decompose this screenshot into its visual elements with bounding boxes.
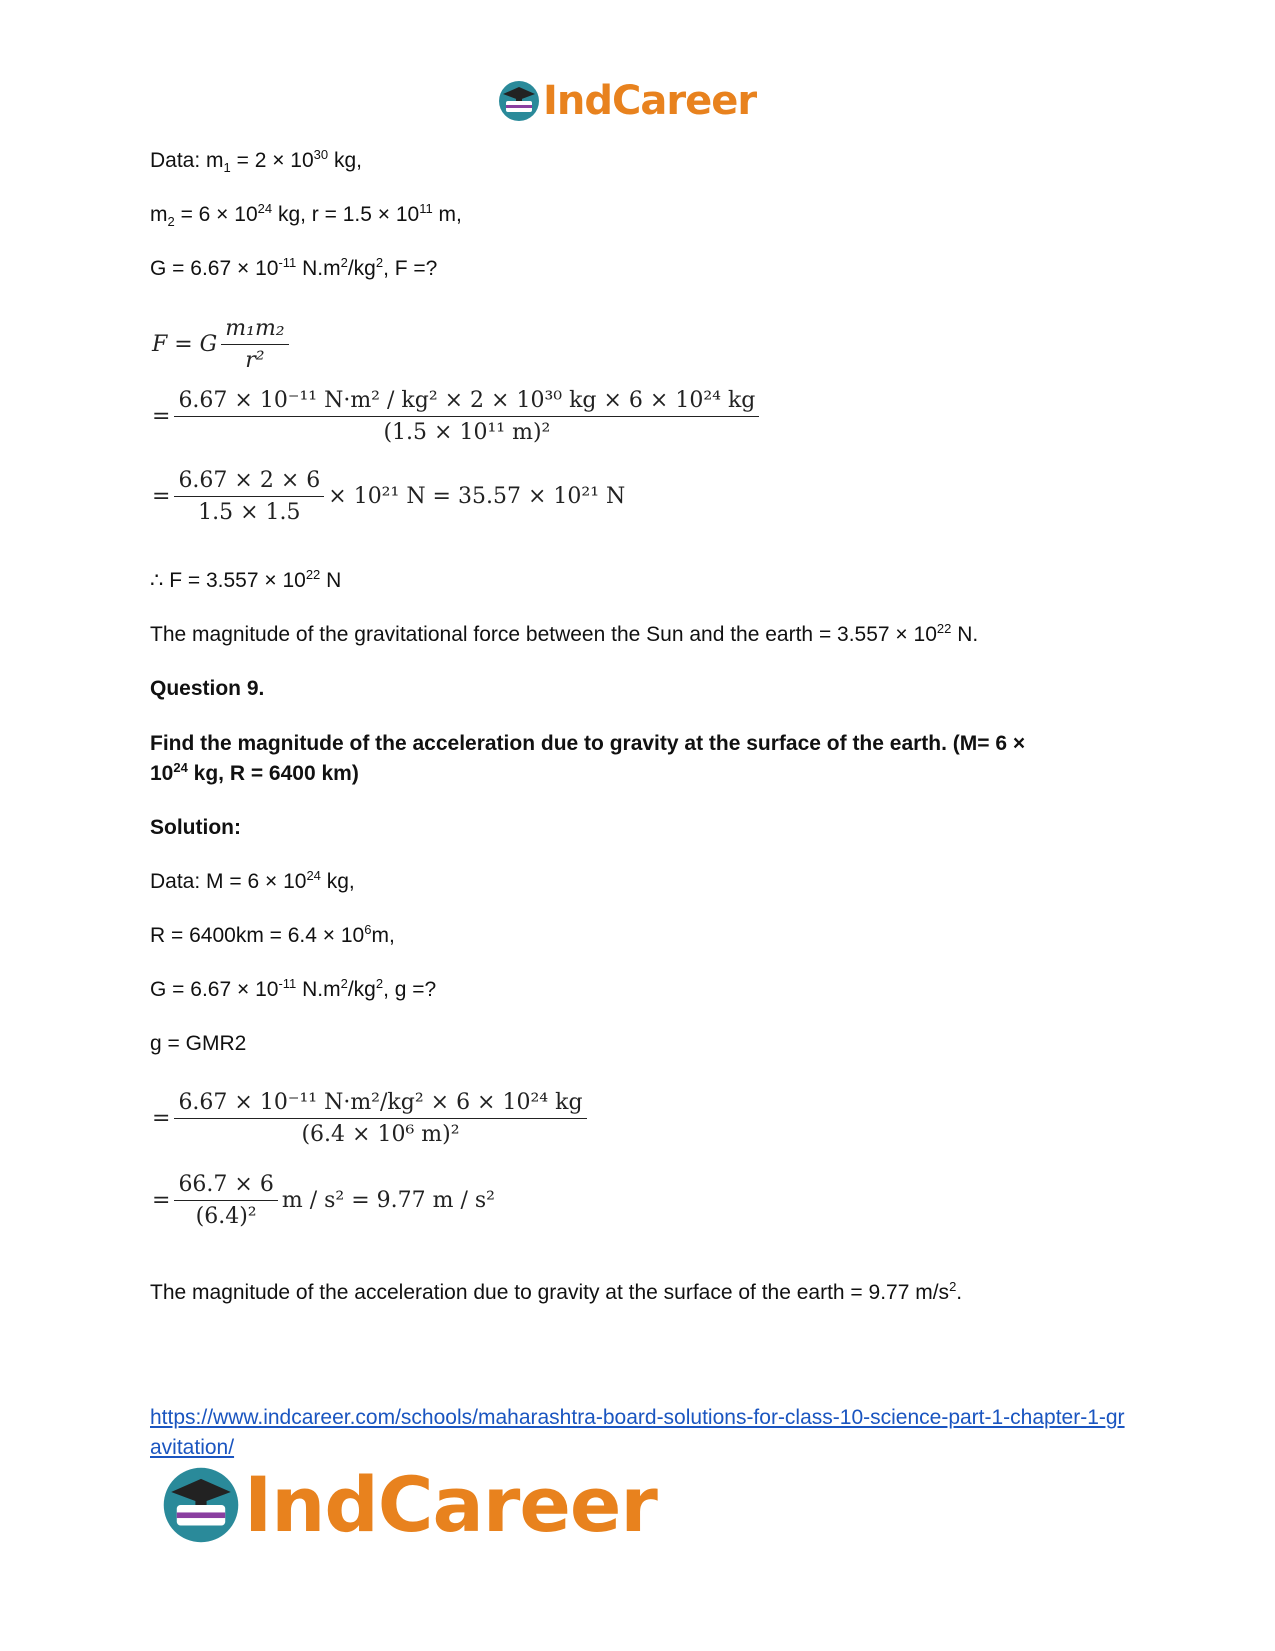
equation-newton-law: F = G $\frac{\text{m₁m₂}}{\text{r²}}$ [152, 316, 293, 373]
g-formula-line: g = GMR2 [150, 1032, 247, 1055]
source-link[interactable]: https://www.indcareer.com/schools/maharashtra-board-solutions-for-class-10-science-part-1-chapter-1-gravitation/ [150, 1406, 1125, 1459]
data-line-6: $G = 6.67 \times 10^{-11}$ $N.m^2/kg^2$, g =? [150, 976, 437, 1001]
header-logo [497, 78, 756, 124]
data-line-2: $m_2 = 6 \times 10^{24}$ kg, $r = 1.5 \times 10^{11}$ m, [150, 201, 462, 230]
equation-g-substitution: = $\frac{\text{6.67 × 10⁻¹¹ N·m²/kg² × 6 × 10²⁴ kg}}{\text{(6.4 × 10⁶ m)²}}$ [152, 1090, 591, 1147]
equation-simplified: = $\frac{6.67 \times 2 \times 6}{1.5 \times 1.5}$ × 10²¹ N = 35.57 × 10²¹ N [152, 468, 626, 525]
answer-line-1: The magnitude of the gravitational force between the Sun and the earth = $3.557 \times 10^{22}$ N. [150, 621, 979, 646]
brand-name: IndCareer [543, 78, 757, 124]
equation-substitution: = $\frac{\text{6.67 × 10⁻¹¹ N·m² / kg² × 2 × 10³⁰ kg × 6 × 10²⁴ kg}}{\text{(1.5 × 10¹¹ m)²}}$ [152, 388, 763, 445]
question-text-1: Find the magnitude of the acceleration due to gravity at the surface of the earth. (M= 6 × [150, 732, 1026, 755]
solution-heading: Solution: [150, 816, 241, 839]
data-line-3: $G = 6.67 \times 10^{-11}$ $N.m^2/kg^2$, F =? [150, 255, 438, 280]
graduation-book-icon [160, 1464, 242, 1546]
question-text-2: $10^{24}$ kg, R = 6400 km) [150, 760, 359, 785]
therefore-line: ∴ $F = 3.557 \times 10^{22}$ N [150, 567, 342, 592]
question-heading: Question 9. [150, 677, 265, 700]
data-line-5: $R = 6400km = 6.4 \times 10^6m$, [150, 922, 395, 947]
brand-name: IndCareer [244, 1460, 657, 1549]
equation-g-result: = $\frac{66.7 \times 6}{\text{(6.4)²}}$ m / s² = 9.77 m / s² [152, 1172, 495, 1229]
answer-line-2: The magnitude of the acceleration due to gravity at the surface of the earth = 9.77 $m/s^2$. [150, 1279, 963, 1304]
data-line-4: Data: $M = 6 \times 10^{24}$ kg, [150, 868, 355, 893]
footer-logo [160, 1460, 657, 1549]
data-line-1: Data: $m_1 = 2 \times 10^{30}$ kg, [150, 147, 362, 176]
graduation-book-icon [497, 79, 541, 123]
